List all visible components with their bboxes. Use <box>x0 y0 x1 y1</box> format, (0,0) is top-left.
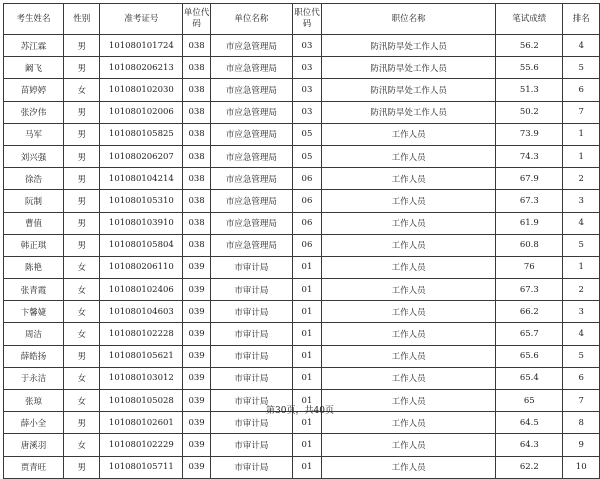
candidate-name-cell: 卞馨婕 <box>4 301 64 323</box>
position-name-cell: 防汛防旱处工作人员 <box>321 101 495 123</box>
page-number-footer: 第30页，共40页 <box>266 406 334 416</box>
written-score-cell: 67.3 <box>496 279 563 301</box>
written-score-cell: 65.7 <box>496 323 563 345</box>
rank-cell: 8 <box>563 412 600 434</box>
rank-cell: 1 <box>563 123 600 145</box>
candidate-name-cell: 张琼 <box>4 390 64 412</box>
written-score-cell: 60.8 <box>496 234 563 256</box>
unit-name-cell: 市审计局 <box>210 301 292 323</box>
table-row <box>4 434 600 456</box>
gender-cell: 男 <box>64 212 100 234</box>
position-name-cell: 防汛防旱处工作人员 <box>321 57 495 79</box>
unit-name-cell: 市审计局 <box>210 279 292 301</box>
admission-number-cell: 101080105310 <box>100 190 183 212</box>
position-name-cell: 工作人员 <box>321 145 495 167</box>
admission-number-cell: 101080102006 <box>100 101 183 123</box>
unit-code-cell: 039 <box>183 279 210 301</box>
written-score-cell: 50.2 <box>496 101 563 123</box>
unit-name-cell: 市应急管理局 <box>210 234 292 256</box>
position-name-cell: 工作人员 <box>321 190 495 212</box>
gender-cell: 男 <box>64 168 100 190</box>
position-code-cell: 01 <box>292 301 321 323</box>
unit-code-cell: 039 <box>183 323 210 345</box>
unit-code-cell: 038 <box>183 212 210 234</box>
position-code-cell: 01 <box>292 434 321 456</box>
unit-name-cell: 市审计局 <box>210 323 292 345</box>
table-row <box>4 323 600 345</box>
rank-cell: 4 <box>563 212 600 234</box>
unit-name-cell: 市应急管理局 <box>210 57 292 79</box>
written-score-cell: 64.5 <box>496 412 563 434</box>
table-row <box>4 256 600 278</box>
written-score-cell: 65.6 <box>496 345 563 367</box>
position-code-cell: 05 <box>292 123 321 145</box>
written-score-cell: 73.9 <box>496 123 563 145</box>
unit-code-cell: 039 <box>183 256 210 278</box>
position-code-cell: 03 <box>292 79 321 101</box>
rank-cell: 1 <box>563 256 600 278</box>
rank-cell: 5 <box>563 57 600 79</box>
position-code-cell: 06 <box>292 212 321 234</box>
position-code-cell: 06 <box>292 168 321 190</box>
written-score-cell: 51.3 <box>496 79 563 101</box>
position-code-cell: 01 <box>292 367 321 389</box>
unit-code-cell: 039 <box>183 301 210 323</box>
unit-name-cell: 市审计局 <box>210 256 292 278</box>
table-row <box>4 57 600 79</box>
position-name-cell: 防汛防旱处工作人员 <box>321 35 495 57</box>
position-code-cell: 03 <box>292 101 321 123</box>
table-row <box>4 212 600 234</box>
unit-code-cell: 038 <box>183 79 210 101</box>
unit-code-cell: 038 <box>183 35 210 57</box>
gender-cell: 女 <box>64 323 100 345</box>
position-name-cell: 防汛防旱处工作人员 <box>321 79 495 101</box>
unit-code-cell: 039 <box>183 412 210 434</box>
admission-number-cell: 101080105825 <box>100 123 183 145</box>
gender-cell: 女 <box>64 390 100 412</box>
admission-number-cell: 101080103012 <box>100 367 183 389</box>
admission-number-cell: 101080102406 <box>100 279 183 301</box>
header-unit-name: 单位名称 <box>210 4 292 35</box>
position-name-cell: 工作人员 <box>321 367 495 389</box>
admission-number-cell: 101080102601 <box>100 412 183 434</box>
unit-code-cell: 039 <box>183 390 210 412</box>
header-gender: 性别 <box>64 4 100 35</box>
written-score-cell: 62.2 <box>496 456 563 478</box>
unit-name-cell: 市应急管理局 <box>210 190 292 212</box>
unit-code-cell: 038 <box>183 145 210 167</box>
header-position-name: 职位名称 <box>321 4 495 35</box>
gender-cell: 女 <box>64 279 100 301</box>
gender-cell: 女 <box>64 301 100 323</box>
candidate-name-cell: 薛皓扬 <box>4 345 64 367</box>
unit-name-cell: 市审计局 <box>210 367 292 389</box>
admission-number-cell: 101080105621 <box>100 345 183 367</box>
rank-cell: 5 <box>563 345 600 367</box>
header-unit-code: 单位代码 <box>183 4 210 35</box>
gender-cell: 男 <box>64 412 100 434</box>
unit-name-cell: 市应急管理局 <box>210 168 292 190</box>
position-name-cell: 工作人员 <box>321 456 495 478</box>
rank-cell: 9 <box>563 434 600 456</box>
candidate-name-cell: 苏江霖 <box>4 35 64 57</box>
rank-cell: 4 <box>563 323 600 345</box>
table-row <box>4 123 600 145</box>
candidate-name-cell: 周洁 <box>4 323 64 345</box>
table-row <box>4 345 600 367</box>
position-code-cell: 05 <box>292 145 321 167</box>
admission-number-cell: 101080206207 <box>100 145 183 167</box>
gender-cell: 男 <box>64 145 100 167</box>
written-score-cell: 67.9 <box>496 168 563 190</box>
candidate-name-cell: 曹值 <box>4 212 64 234</box>
gender-cell: 男 <box>64 35 100 57</box>
gender-cell: 男 <box>64 101 100 123</box>
position-code-cell: 06 <box>292 190 321 212</box>
header-rank: 排名 <box>563 4 600 35</box>
position-code-cell: 03 <box>292 35 321 57</box>
position-code-cell: 01 <box>292 323 321 345</box>
admission-number-cell: 101080105711 <box>100 456 183 478</box>
gender-cell: 男 <box>64 345 100 367</box>
table-row <box>4 301 600 323</box>
rank-cell: 7 <box>563 390 600 412</box>
unit-name-cell: 市审计局 <box>210 390 292 412</box>
position-name-cell: 工作人员 <box>321 345 495 367</box>
unit-name-cell: 市审计局 <box>210 412 292 434</box>
admission-number-cell: 101080101724 <box>100 35 183 57</box>
gender-cell: 女 <box>64 79 100 101</box>
unit-name-cell: 市审计局 <box>210 456 292 478</box>
admission-number-cell: 101080102030 <box>100 79 183 101</box>
unit-code-cell: 038 <box>183 190 210 212</box>
candidate-name-cell: 薛小全 <box>4 412 64 434</box>
candidate-name-cell: 张汐伟 <box>4 101 64 123</box>
admission-number-cell: 101080206110 <box>100 256 183 278</box>
written-score-cell: 64.3 <box>496 434 563 456</box>
rank-cell: 6 <box>563 79 600 101</box>
position-name-cell: 工作人员 <box>321 412 495 434</box>
candidate-name-cell: 陈艳 <box>4 256 64 278</box>
candidate-name-cell: 张青霞 <box>4 279 64 301</box>
admission-number-cell: 101080104214 <box>100 168 183 190</box>
rank-cell: 5 <box>563 234 600 256</box>
rank-cell: 10 <box>563 456 600 478</box>
rank-cell: 2 <box>563 279 600 301</box>
position-name-cell: 工作人员 <box>321 301 495 323</box>
position-name-cell: 工作人员 <box>321 123 495 145</box>
admission-number-cell: 101080105804 <box>100 234 183 256</box>
position-code-cell: 03 <box>292 57 321 79</box>
admission-number-cell: 101080105028 <box>100 390 183 412</box>
table-row <box>4 234 600 256</box>
candidate-name-cell: 唐溪羽 <box>4 434 64 456</box>
admission-number-cell: 101080102228 <box>100 323 183 345</box>
position-name-cell: 工作人员 <box>321 323 495 345</box>
position-code-cell: 01 <box>292 456 321 478</box>
gender-cell: 男 <box>64 234 100 256</box>
written-score-cell: 65.4 <box>496 367 563 389</box>
position-name-cell: 工作人员 <box>321 234 495 256</box>
position-code-cell: 01 <box>292 279 321 301</box>
position-code-cell: 06 <box>292 234 321 256</box>
header-position-code: 职位代码 <box>292 4 321 35</box>
candidate-name-cell: 阚飞 <box>4 57 64 79</box>
position-code-cell: 01 <box>292 345 321 367</box>
unit-code-cell: 038 <box>183 101 210 123</box>
rank-cell: 1 <box>563 145 600 167</box>
rank-cell: 7 <box>563 101 600 123</box>
table-row <box>4 279 600 301</box>
rank-cell: 6 <box>563 367 600 389</box>
unit-name-cell: 市审计局 <box>210 434 292 456</box>
written-score-cell: 67.3 <box>496 190 563 212</box>
header-candidate-name: 考生姓名 <box>4 4 64 35</box>
position-name-cell: 工作人员 <box>321 256 495 278</box>
unit-name-cell: 市审计局 <box>210 345 292 367</box>
position-name-cell: 工作人员 <box>321 434 495 456</box>
gender-cell: 男 <box>64 190 100 212</box>
unit-name-cell: 市应急管理局 <box>210 79 292 101</box>
unit-code-cell: 038 <box>183 234 210 256</box>
unit-code-cell: 039 <box>183 367 210 389</box>
position-name-cell: 工作人员 <box>321 390 495 412</box>
written-score-cell: 56.2 <box>496 35 563 57</box>
written-score-cell: 74.3 <box>496 145 563 167</box>
admission-number-cell: 101080102229 <box>100 434 183 456</box>
candidate-name-cell: 马军 <box>4 123 64 145</box>
gender-cell: 男 <box>64 456 100 478</box>
written-score-cell: 76 <box>496 256 563 278</box>
gender-cell: 男 <box>64 57 100 79</box>
position-name-cell: 工作人员 <box>321 168 495 190</box>
admission-number-cell: 101080104603 <box>100 301 183 323</box>
position-name-cell: 工作人员 <box>321 212 495 234</box>
rank-cell: 2 <box>563 168 600 190</box>
unit-name-cell: 市应急管理局 <box>210 145 292 167</box>
written-score-cell: 55.6 <box>496 57 563 79</box>
gender-cell: 女 <box>64 434 100 456</box>
header-admission-number: 准考证号 <box>100 4 183 35</box>
unit-code-cell: 038 <box>183 168 210 190</box>
rank-cell: 3 <box>563 301 600 323</box>
written-score-cell: 65 <box>496 390 563 412</box>
admission-number-cell: 101080206213 <box>100 57 183 79</box>
unit-code-cell: 039 <box>183 434 210 456</box>
candidate-name-cell: 于永洁 <box>4 367 64 389</box>
table-row <box>4 145 600 167</box>
gender-cell: 男 <box>64 123 100 145</box>
rank-cell: 4 <box>563 35 600 57</box>
candidate-name-cell: 苗婷婷 <box>4 79 64 101</box>
table-row <box>4 190 600 212</box>
position-code-cell: 01 <box>292 256 321 278</box>
header-row <box>4 4 600 35</box>
unit-code-cell: 038 <box>183 123 210 145</box>
candidate-name-cell: 阮制 <box>4 190 64 212</box>
unit-name-cell: 市应急管理局 <box>210 35 292 57</box>
unit-name-cell: 市应急管理局 <box>210 101 292 123</box>
table-row <box>4 101 600 123</box>
candidate-name-cell: 韩正琪 <box>4 234 64 256</box>
position-code-cell: 01 <box>292 412 321 434</box>
candidate-name-cell: 贾青旺 <box>4 456 64 478</box>
gender-cell: 女 <box>64 256 100 278</box>
table-row <box>4 168 600 190</box>
candidate-name-cell: 徐浩 <box>4 168 64 190</box>
header-written-score: 笔试成绩 <box>496 4 563 35</box>
written-score-cell: 66.2 <box>496 301 563 323</box>
position-name-cell: 工作人员 <box>321 279 495 301</box>
table-row <box>4 367 600 389</box>
admission-number-cell: 101080103910 <box>100 212 183 234</box>
unit-code-cell: 038 <box>183 57 210 79</box>
candidate-name-cell: 刘兴强 <box>4 145 64 167</box>
unit-name-cell: 市应急管理局 <box>210 123 292 145</box>
table-row <box>4 79 600 101</box>
table-row <box>4 35 600 57</box>
rank-cell: 3 <box>563 190 600 212</box>
unit-name-cell: 市应急管理局 <box>210 212 292 234</box>
unit-code-cell: 039 <box>183 345 210 367</box>
written-score-cell: 61.9 <box>496 212 563 234</box>
position-code-cell: 01 <box>292 390 321 412</box>
gender-cell: 女 <box>64 367 100 389</box>
unit-code-cell: 039 <box>183 456 210 478</box>
table-row <box>4 456 600 478</box>
